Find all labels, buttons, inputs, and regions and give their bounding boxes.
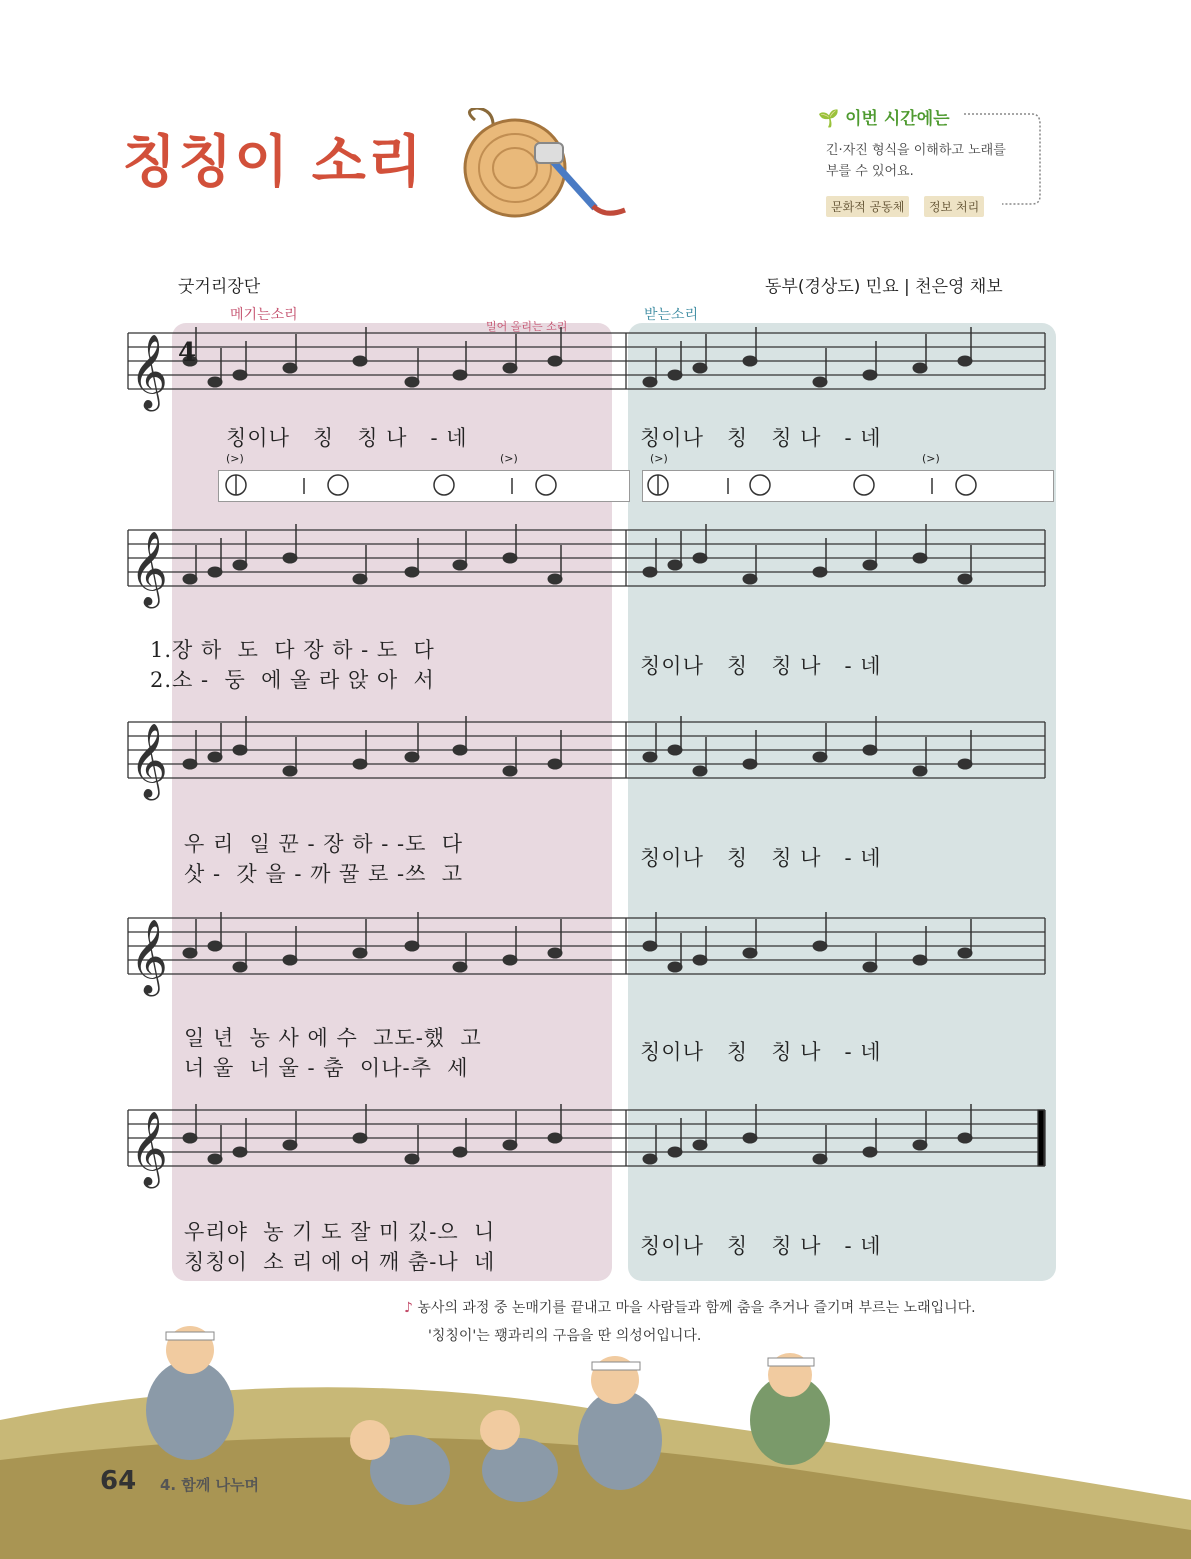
- note-head: [503, 955, 517, 965]
- note-head: [958, 948, 972, 958]
- lyrics-row2-lead-verse1: 1.장 하 도 다 장 하 - 도 다: [150, 638, 435, 662]
- note-head: [183, 574, 197, 584]
- competency-tag: 문화적 공동체: [826, 196, 909, 217]
- note-head: [405, 1154, 419, 1164]
- goal-heading: 🌱 이번 시간에는: [818, 109, 950, 129]
- note-head: [208, 567, 222, 577]
- note-head: [233, 745, 247, 755]
- page-title: 칭칭이 소리: [122, 130, 424, 195]
- note-head: [863, 560, 877, 570]
- note-head: [668, 745, 682, 755]
- push-up-annotation: 밀어 올리는 소리: [486, 320, 568, 333]
- music-note-icon: ♪: [404, 1300, 413, 1316]
- note-head: [405, 752, 419, 762]
- note-head: [283, 553, 297, 563]
- note-head: [693, 955, 707, 965]
- lyrics-row2-response: 칭이나 칭 칭 나 - 네: [640, 654, 882, 678]
- note-head: [453, 745, 467, 755]
- note-head: [813, 941, 827, 951]
- note-head: [668, 1147, 682, 1157]
- note-head: [643, 752, 657, 762]
- note-head: [743, 759, 757, 769]
- accent-mark: (>): [650, 452, 668, 465]
- note-head: [453, 1147, 467, 1157]
- treble-clef: 𝄞: [130, 335, 168, 409]
- note-head: [668, 962, 682, 972]
- competency-tag: 정보 처리: [924, 196, 984, 217]
- note-head: [958, 574, 972, 584]
- treble-clef: 𝄞: [130, 724, 168, 798]
- note-head: [233, 962, 247, 972]
- lyrics-row3-response: 칭이나 칭 칭 나 - 네: [640, 846, 882, 870]
- lyrics-row3-lead-verse2: 삿 - 갓 을 - 까 꿀 로 -쓰 고: [184, 862, 464, 886]
- note-head: [183, 948, 197, 958]
- song-description-2: '칭칭이'는 꽹과리의 구음을 딴 의성어입니다.: [428, 1328, 702, 1344]
- note-head: [233, 1147, 247, 1157]
- note-head: [208, 941, 222, 951]
- sprout-icon: 🌱: [818, 109, 840, 129]
- time-signature: 4: [178, 338, 197, 368]
- note-head: [813, 1154, 827, 1164]
- accent-mark: (>): [226, 452, 244, 465]
- note-head: [283, 1140, 297, 1150]
- note-head: [643, 567, 657, 577]
- lyrics-row1-response: 칭이나 칭 칭 나 - 네: [640, 426, 882, 450]
- chapter-title: 4. 함께 나누며: [160, 1476, 260, 1494]
- note-head: [453, 560, 467, 570]
- note-head: [183, 1133, 197, 1143]
- accent-mark: (>): [500, 452, 518, 465]
- note-head: [958, 759, 972, 769]
- note-head: [283, 766, 297, 776]
- note-head: [233, 560, 247, 570]
- note-head: [743, 948, 757, 958]
- lyrics-row2-lead-verse2: 2.소 - 둥 에 올 라 앉 아 서: [150, 668, 435, 692]
- note-head: [353, 574, 367, 584]
- rhythm-label: 굿거리장단: [178, 277, 261, 297]
- note-head: [813, 567, 827, 577]
- lead-label: 메기는소리: [230, 307, 298, 323]
- source-credit: 동부(경상도) 민요 | 천은영 채보: [765, 277, 1003, 297]
- note-head: [353, 1133, 367, 1143]
- note-head: [453, 962, 467, 972]
- treble-clef: 𝄞: [130, 920, 168, 994]
- note-head: [743, 574, 757, 584]
- note-head: [643, 941, 657, 951]
- note-head: [743, 1133, 757, 1143]
- note-head: [283, 955, 297, 965]
- note-head: [503, 766, 517, 776]
- janggu-symbols: [0, 0, 1191, 520]
- note-head: [208, 1154, 222, 1164]
- treble-clef: 𝄞: [130, 532, 168, 606]
- note-head: [208, 752, 222, 762]
- note-head: [693, 1140, 707, 1150]
- note-head: [353, 948, 367, 958]
- farmers-illustration: [0, 1300, 1191, 1559]
- lyrics-row5-lead-verse1: 우리야 농 기 도 잘 미 깄-으 니: [184, 1220, 496, 1244]
- goal-text: 긴·자진 형식을 이해하고 노래를 부를 수 있어요.: [826, 143, 1006, 179]
- note-head: [548, 1133, 562, 1143]
- note-head: [958, 1133, 972, 1143]
- note-head: [405, 567, 419, 577]
- note-head: [405, 941, 419, 951]
- note-head: [353, 759, 367, 769]
- page-number: 64: [100, 1466, 137, 1496]
- note-head: [183, 759, 197, 769]
- note-head: [913, 553, 927, 563]
- lyrics-row4-lead-verse1: 일 년 농 사 에 수 고도-했 고: [184, 1026, 482, 1050]
- note-head: [863, 745, 877, 755]
- song-description: ♪ 농사의 과정 중 논매기를 끝내고 마을 사람들과 함께 춤을 추거나 즐기며 부르는 노래입니다.: [404, 1300, 976, 1316]
- note-head: [863, 962, 877, 972]
- note-head: [503, 553, 517, 563]
- response-label: 받는소리: [644, 307, 699, 323]
- lyrics-row5-lead-verse2: 칭칭이 소 리 에 어 깨 춤-나 네: [184, 1250, 496, 1274]
- note-head: [913, 1140, 927, 1150]
- lyrics-row5-response: 칭이나 칭 칭 나 - 네: [640, 1234, 882, 1258]
- note-head: [668, 560, 682, 570]
- note-head: [913, 766, 927, 776]
- lyrics-row3-lead-verse1: 우 리 일 꾼 - 장 하 - -도 다: [184, 832, 464, 856]
- note-head: [693, 766, 707, 776]
- note-head: [548, 574, 562, 584]
- note-head: [693, 553, 707, 563]
- note-head: [548, 948, 562, 958]
- note-head: [548, 759, 562, 769]
- lyrics-row4-response: 칭이나 칭 칭 나 - 네: [640, 1040, 882, 1064]
- note-head: [503, 1140, 517, 1150]
- lyrics-row4-lead-verse2: 너 울 너 울 - 춤 이나-추 세: [184, 1056, 469, 1080]
- note-head: [863, 1147, 877, 1157]
- note-head: [813, 752, 827, 762]
- lyrics-row1-lead: 칭이나 칭 칭 나 - 네: [226, 426, 468, 450]
- note-head: [643, 1154, 657, 1164]
- note-head: [913, 955, 927, 965]
- treble-clef: 𝄞: [130, 1112, 168, 1186]
- accent-mark: (>): [922, 452, 940, 465]
- final-bar-line: [1038, 1110, 1044, 1166]
